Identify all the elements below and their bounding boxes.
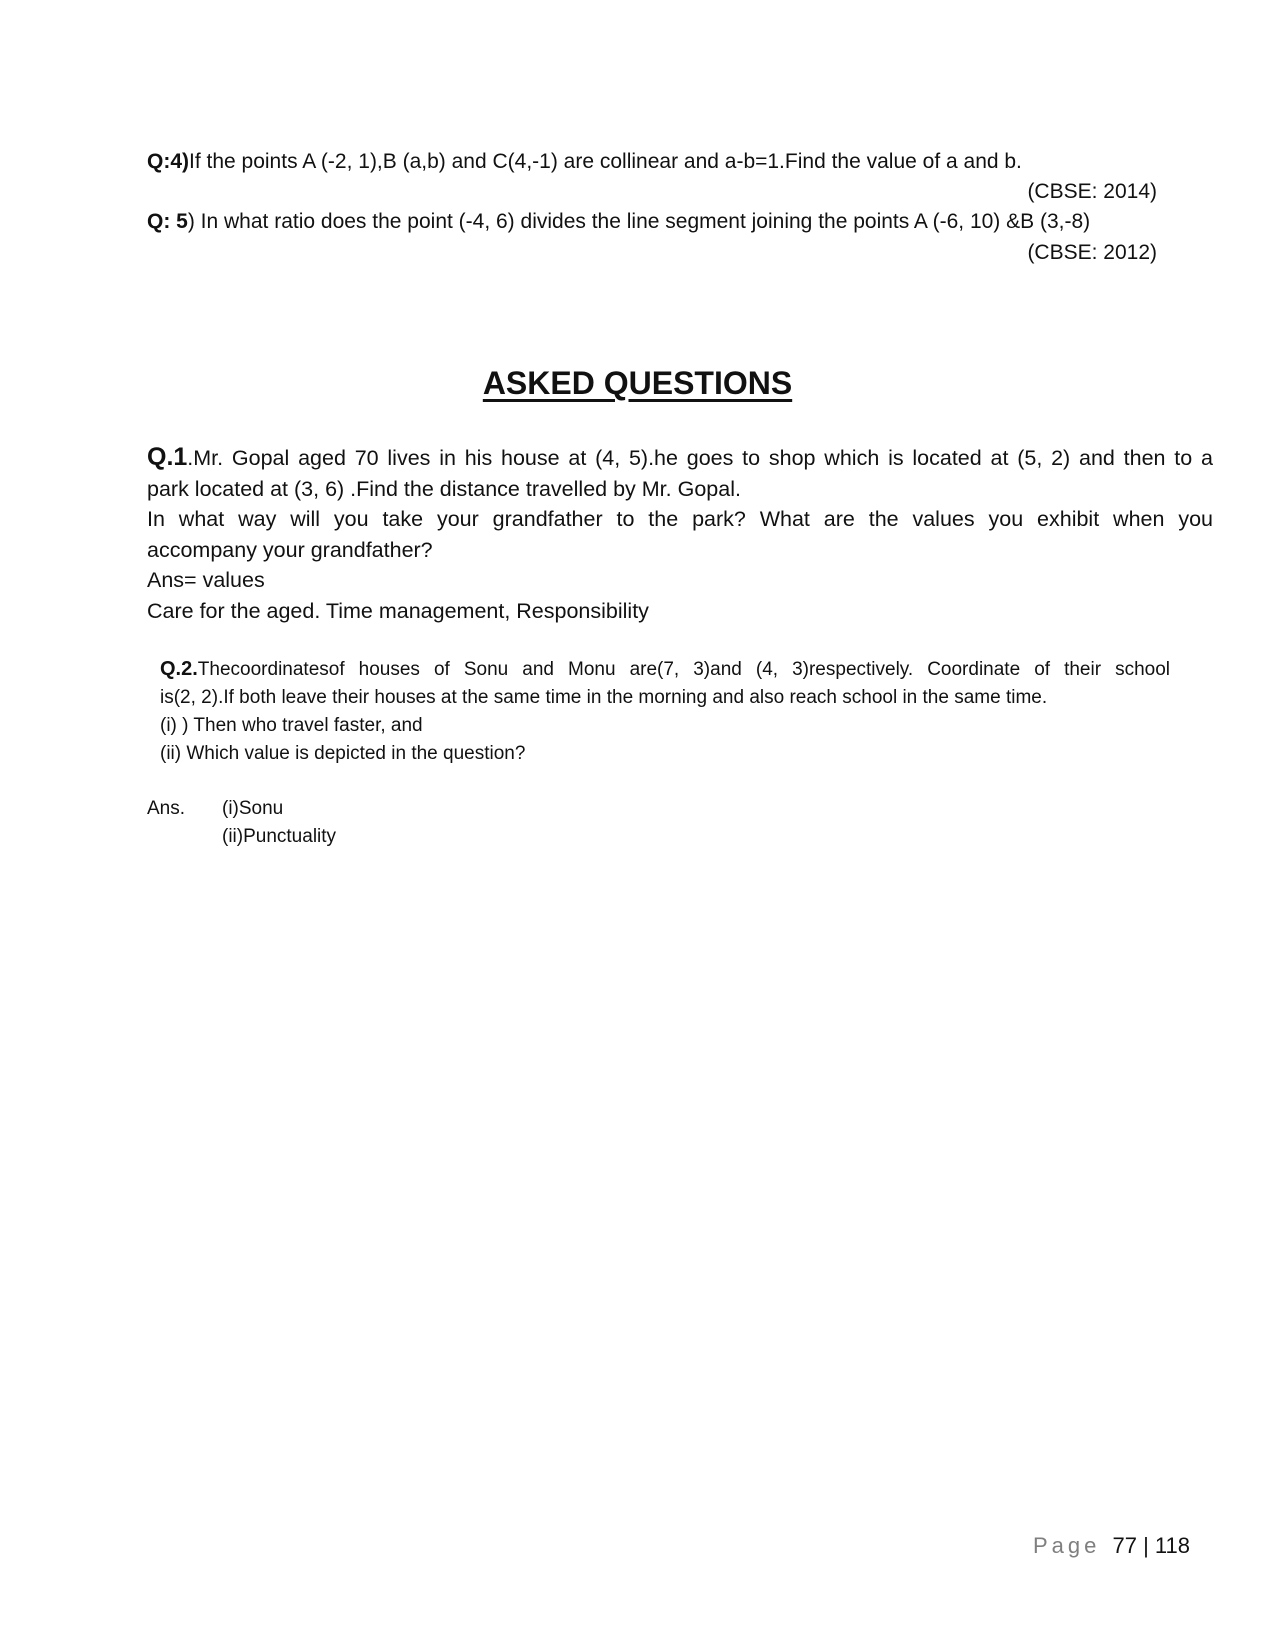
question-1-line-1-text: .Mr. Gopal aged 70 lives in his house at (4, 5).he goes to shop which is located at (5, 2) and then to a [187,446,1213,470]
question-1-line-3: In what way will you take your grandfather to the park? What are the values you exhibit when you [147,507,1213,531]
question-2-answer-label: Ans. [147,798,186,819]
question-5-source: (CBSE: 2012) [1027,241,1157,264]
page-current: 77 [1112,1533,1137,1558]
page-separator: | [1143,1533,1149,1558]
question-5 [147,207,1090,237]
question-1-line-4: accompany your grandfather? [147,537,433,562]
question-2-line-1 [160,655,1170,684]
question-2-answer-1: (i)Sonu [222,798,284,819]
question-1-label: Q.1 [147,443,188,471]
page-word: Page [1032,1533,1101,1558]
question-1-line-1 [147,442,1213,474]
question-5-text: ) In what ratio does the point (-4, 6) divides the line segment joining the points A (-6, 10) &B (3,-8) [187,210,1091,233]
question-2-line-1-text: Thecoordinatesof houses of Sonu and Monu are(7, 3)and (4, 3)respectively. Coordinate of their school [197,659,1170,680]
question-2-line-2: is(2, 2).If both leave their houses at the same time in the morning and also reach school in the same time. [160,687,1048,708]
question-2-answer-2: (ii)Punctuality [222,826,337,847]
question-2-label: Q.2. [160,658,198,680]
question-1-answer-label: Ans= values [147,568,265,592]
question-1-block [147,442,1213,626]
question-4-label: Q:4) [147,150,189,173]
question-5-label: Q: 5 [147,210,188,233]
question-1-line-2: park located at (3, 6) .Find the distance travelled by Mr. Gopal. [147,476,741,501]
question-4-source: (CBSE: 2014) [1027,180,1157,203]
question-2-answer-values [222,795,336,851]
question-2-block [160,655,1170,768]
question-2-part-2: (ii) Which value is depicted in the question? [160,743,526,764]
page-footer [1033,1533,1190,1559]
question-4 [147,147,1022,177]
question-1-values: Care for the aged. Time management, Responsibility [147,598,649,623]
question-4-text: If the points A (-2, 1),B (a,b) and C(4,-1) are collinear and a-b=1.Find the value of a and b. [189,150,1022,173]
question-2-part-1: (i) ) Then who travel faster, and [160,715,423,736]
section-heading: ASKED QUESTIONS [482,365,793,401]
page-total: 118 [1154,1533,1190,1558]
